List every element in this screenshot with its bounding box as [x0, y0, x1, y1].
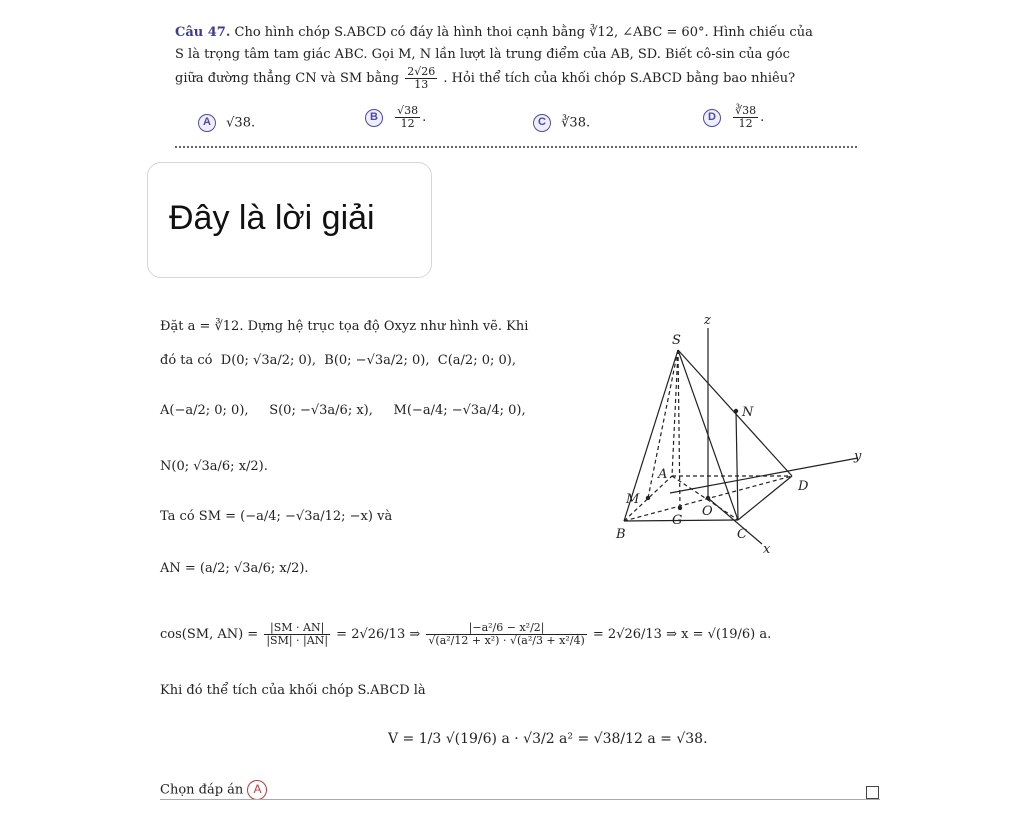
option-d-badge: D — [703, 109, 721, 127]
solution-line-4: N(0; √3a/6; x/2). — [160, 459, 268, 474]
question-text-3: giữa đường thẳng CN và SM bằng — [175, 71, 400, 86]
option-b-tail: . — [422, 110, 427, 125]
point-s: S(0; −√3a/6; x), — [269, 403, 373, 418]
point-c: C(a/2; 0; 0), — [437, 353, 516, 368]
label-d: D — [798, 479, 809, 494]
option-a-text: √38. — [226, 115, 256, 131]
cos-fraction-den: 13 — [414, 78, 429, 91]
label-g: G — [672, 513, 683, 528]
question-line-3 — [175, 66, 795, 91]
question-line-1 — [175, 24, 813, 42]
question-text-3b: . Hỏi thể tích của khối chóp S.ABCD bằng bao nhiêu? — [443, 71, 796, 86]
point-b: B(0; −√3a/2; 0), — [324, 353, 430, 368]
edge-cd — [738, 476, 792, 520]
label-y: y — [854, 449, 862, 464]
solution-line-5: Ta có SM = (−a/4; −√3a/12; −x) và — [160, 509, 393, 524]
cos-result: = 2√26/13 ⇒ x = √(19/6) a. — [592, 627, 772, 642]
cos-fraction — [405, 66, 437, 91]
solution-line-1: Đặt a = ∛12. Dựng hệ trục tọa độ Oxyz như hình vẽ. Khi — [160, 319, 529, 334]
option-c[interactable] — [533, 114, 590, 133]
label-b: B — [616, 527, 626, 542]
point-m: M(−a/4; −√3a/4; 0), — [393, 403, 526, 418]
cos-big-frac — [426, 622, 586, 647]
option-c-badge: C — [533, 114, 551, 132]
option-b-badge: B — [365, 109, 383, 127]
point-m-dot — [646, 496, 650, 500]
point-d: D(0; √3a/2; 0), — [220, 353, 316, 368]
choose-answer-badge: A — [247, 780, 267, 800]
height-sg — [678, 350, 680, 508]
option-a[interactable] — [198, 114, 255, 133]
choose-answer — [160, 780, 267, 800]
label-z: z — [704, 313, 711, 328]
solution-l2-pre: đó ta có — [160, 353, 213, 368]
label-a: A — [658, 467, 668, 482]
cos-ratio-den: |SM| · |AN| — [266, 634, 329, 647]
solution-line-6: AN = (a/2; √3a/6; x/2). — [160, 561, 309, 576]
solution-volume-intro: Khi đó thể tích của khối chóp S.ABCD là — [160, 683, 426, 698]
option-d-frac — [733, 105, 758, 130]
point-o-dot — [706, 496, 710, 500]
question-line-2: S là trọng tâm tam giác ABC. Gọi M, N lần lượt là trung điểm của AB, SD. Biết cô-sin của góc — [175, 47, 790, 62]
option-d-den: 12 — [738, 117, 753, 130]
pyramid-figure — [610, 308, 880, 558]
solution-volume-formula: V = 1/3 √(19/6) a · √3/2 a² = √38/12 a = √38. — [388, 731, 708, 747]
segment-cn — [736, 411, 738, 520]
label-o: O — [702, 504, 713, 519]
question-number: Câu 47. — [175, 25, 231, 40]
point-g-dot — [678, 506, 682, 510]
label-n: N — [742, 405, 754, 420]
solution-line-2 — [160, 352, 516, 370]
cos-big-num: |−a²/6 − x²/2| — [426, 622, 586, 635]
option-b-num: √38 — [397, 104, 419, 117]
label-c: C — [737, 527, 747, 542]
question-text-1: Cho hình chóp S.ABCD có đáy là hình thoi cạnh bằng ∛12, ∠ABC = 60°. Hình chiếu của — [234, 25, 813, 40]
cos-ratio-num: |SM · AN| — [264, 622, 330, 635]
point-n-dot — [734, 409, 738, 413]
option-b-den: 12 — [400, 117, 415, 130]
point-a: A(−a/2; 0; 0), — [160, 403, 249, 418]
label-s: S — [672, 333, 681, 348]
label-x: x — [763, 542, 771, 557]
cos-lhs: cos(SM, AN) = — [160, 627, 259, 642]
bottom-rule — [160, 799, 880, 800]
cos-ratio — [264, 622, 330, 647]
option-b[interactable] — [365, 105, 426, 130]
solution-cos-line — [160, 622, 771, 647]
cos-eq: = 2√26/13 ⇒ — [336, 627, 421, 642]
option-d-tail: . — [760, 110, 765, 125]
option-c-text: ∛38. — [561, 115, 591, 131]
edge-sd — [678, 350, 792, 476]
cos-fraction-num: 2√26 — [407, 65, 436, 78]
cos-big-den: √(a²/12 + x²) · √(a²/3 + x²/4) — [428, 634, 585, 647]
option-d-num: ∛38 — [735, 104, 757, 117]
option-a-badge: A — [198, 114, 216, 132]
option-d[interactable] — [703, 105, 764, 130]
solution-line-3 — [160, 402, 526, 420]
end-proof-square — [866, 784, 879, 803]
solution-card — [147, 162, 432, 278]
edge-sa — [672, 350, 678, 476]
option-b-frac — [395, 105, 420, 130]
solution-card-title: Đây là lời giải — [169, 199, 375, 237]
label-m: M — [626, 492, 640, 507]
question-divider — [175, 146, 857, 148]
choose-label: Chọn đáp án — [160, 782, 244, 798]
